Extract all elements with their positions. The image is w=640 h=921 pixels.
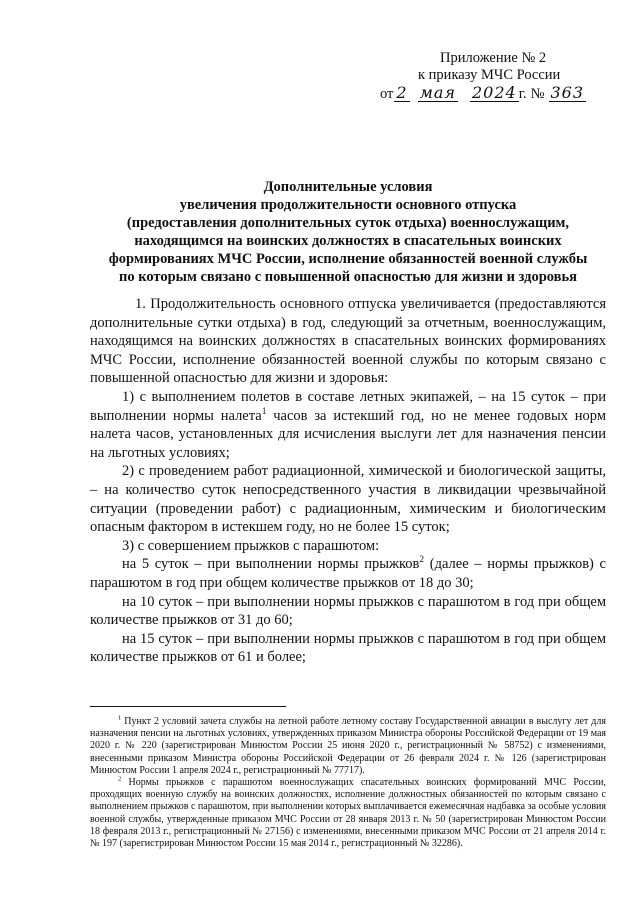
title-line: по которым связано с повышенной опасностью для жизни и здоровья <box>118 269 578 285</box>
appendix-header <box>380 50 620 103</box>
paragraph-1: 1. Продолжительность основного отпуска увеличивается (предоставляются дополнительные сутки отдыха) в год, следующий за отчетным, военнослужащим, находящимся на воинских должностях в спасательных воинских формированиях МЧС России, исполнение обязанностей военной службы по которым связано с повышенной опасностью для жизни и здоровья: <box>90 296 606 387</box>
footnote-2 <box>90 777 606 850</box>
title-line: увеличения продолжительности основного отпуска <box>179 197 517 213</box>
appendix-number: Приложение № 2 <box>440 50 547 66</box>
footnote-mark-1: 1 <box>118 714 122 722</box>
handwritten-order-number: 363 <box>550 83 585 102</box>
paragraph-text: (далее – нормы прыжков) с парашютом в год при общем количестве прыжков от 18 до 30; <box>90 556 606 591</box>
footnote-separator <box>90 706 286 707</box>
footnote-1 <box>90 716 606 777</box>
title-line: формированиях МЧС России, исполнение обязанностей военной службы <box>108 251 588 267</box>
date-prefix: от <box>380 86 394 102</box>
paragraph-15-days: на 15 суток – при выполнении нормы прыжков с парашютом в год при общем количестве прыжков от 61 и более; <box>90 630 606 666</box>
paragraph-text: 1) с выполнением полетов в составе летных экипажей, – на 15 суток – при выполнении нормы налета <box>90 388 606 424</box>
handwritten-month: мая <box>419 83 456 102</box>
paragraph-radiation: 2) с проведением работ радиационной, химической и биологической защиты, – на количество суток непосредственного участия в ликвидации чрезвычайной ситуации (проведении работ) с радиационным, химическим и биологическим опасным фактором в истекшем году, но не более 15 суток; <box>90 463 606 536</box>
footnote-mark-2: 2 <box>118 775 122 783</box>
year-suffix: г. <box>518 86 527 102</box>
number-label: № <box>530 86 545 102</box>
title-line: (предоставления дополнительных суток отдыха) военнослужащим, <box>126 215 570 231</box>
title-line: Дополнительные условия <box>263 179 433 195</box>
handwritten-year: 2024 <box>472 83 517 102</box>
paragraph-5-days <box>90 555 606 592</box>
footnotes <box>90 716 606 850</box>
footnote-ref-2: 2 <box>419 555 425 566</box>
handwritten-day: 2 <box>396 83 408 102</box>
footnote-text: Нормы прыжков с парашютом военнослужащих спасательных воинских формирований МЧС России, проходящих военную службу на воинских должностях, исполнение должностных обязанностей по которым связано с выполнением прыжков с парашютом, при выполнении которых выплачивается ежемесячная надбавка за особые условия военной службы, утвержденные приказом МЧС России от 28 января 2013 г. № 50 (зарегистрирован Минюстом России 18 февраля 2013 г., регистрационный № 27156) с изменениями, внесенными приказом МЧС России от 21 апреля 2014 г. № 197 (зарегистрирован Минюстом России 15 мая 2014 г., регистрационный № 32286). <box>90 777 606 850</box>
document-body <box>90 295 606 667</box>
paragraph-flights <box>90 388 606 462</box>
paragraph-parachute: 3) с совершением прыжков с парашютом: <box>122 537 380 554</box>
paragraph-10-days: на 10 суток – при выполнении нормы прыжков с парашютом в год при общем количестве прыжков от 31 до 60; <box>90 593 606 629</box>
footnote-text: Пункт 2 условий зачета службы на летной работе летному составу Государственной авиации в выслугу лет для назначения пенсии на льготных условиях, утвержденных приказом Министра обороны Российской Федерации от 19 мая 2020 г. № 220 (зарегистрирован Минюстом России 25 июня 2020 г., регистрационный № 58752) с изменениями, внесенными приказом Министра обороны Российской Федерации от 26 февраля 2024 г. № 126 (зарегистрирован Минюстом России 1 апреля 2024 г., регистрационный № 77717). <box>90 716 606 776</box>
title-line: находящимся на воинских должностях в спасательных воинских <box>134 233 562 249</box>
paragraph-text: часов за истекший год, но не менее годовых норм налета часов, установленных для исчисления выслуги лет для назначения пенсии на льготных условиях; <box>90 407 607 461</box>
footnote-ref-1: 1 <box>261 406 267 417</box>
document-title <box>96 178 600 286</box>
appendix-order-ref: к приказу МЧС России <box>418 67 561 83</box>
paragraph-text: на 5 суток – при выполнении нормы прыжков <box>122 556 420 573</box>
appendix-date-line <box>380 84 620 103</box>
